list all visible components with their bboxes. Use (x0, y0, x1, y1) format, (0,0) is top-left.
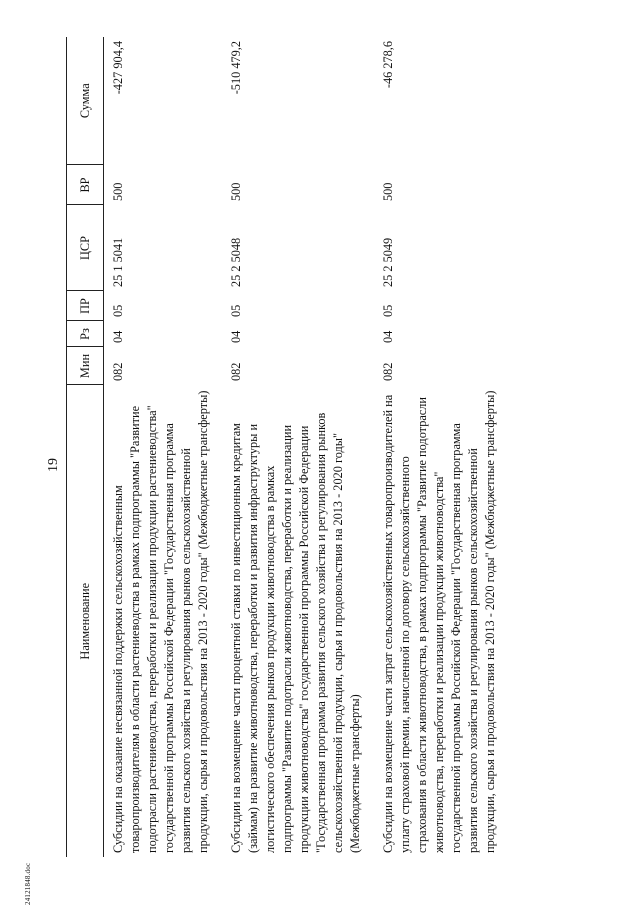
row-name: Субсидии на возмещение части затрат сельскохозяйственных товаропроизводителей на уплату страховой премии, начисленной по договору сельскохозяйственного страхования в области животноводства, в рамках подпрограммы "Развитие подотрасли животноводства, переработки и реализации продукции животноводства" государственной программы Российской Федерации "Государственная программа развития сельского хозяйства и регулирования рынков сельскохозяйственной продукции, сырья и продовольствия на 2013 - 2020 годы" (Межбюджетные трансферты) (381, 390, 497, 853)
row-sum: -427 904,4 (111, 41, 125, 95)
header-name: Наименование (67, 385, 104, 857)
row-section: 04 (111, 330, 125, 343)
header-section: Рз (67, 321, 104, 347)
budget-table (66, 37, 509, 857)
table-row (374, 37, 509, 857)
header-target-article: ЦСР (67, 205, 104, 291)
row-subsection: 05 (381, 304, 395, 317)
row-section: 04 (381, 330, 395, 343)
document-file-id: 24121848.doc (24, 862, 32, 905)
row-name: Субсидии на возмещение части процентной ставки по инвестиционным кредитам (займам) на развитие животноводства, переработки и развития инфраструктуры и логистического обеспечения рынков продукции животноводства в рамках подпрограммы "Развитие подотрасли животноводства, переработки и реализации продукции животноводства" государственной программы Российской Федерации "Государственная программа развития сельского хозяйства и регулирования рынков сельскохозяйственной продукции, сырья и продовольствия на 2013 - 2020 годы" (Межбюджетные трансферты) (229, 412, 362, 853)
row-target-article: 25 1 5041 (111, 237, 125, 287)
row-sum: -510 479,2 (229, 41, 243, 95)
row-ministry: 082 (111, 362, 125, 381)
row-sum: -46 278,6 (381, 41, 395, 89)
row-name: Субсидии на оказание несвязанной поддержки сельскохозяйственным товаропроизводителям в области растениеводства в рамках подпрограммы "Развитие подотрасли растениеводства, переработки и реализации продукции растениеводства" государственной программы Российской Федерации "Государственная программа развития сельского хозяйства и регулирования рынков сельскохозяйственной продукции, сырья и продовольствия на 2013 - 2020 годы" (Межбюджетные трансферты) (111, 390, 210, 853)
row-target-article: 25 2 5049 (381, 237, 395, 287)
row-expense-type: 500 (381, 182, 395, 201)
header-subsection: ПР (67, 291, 104, 321)
header-ministry: Мин (67, 347, 104, 385)
page-number: 19 (46, 458, 61, 472)
table-row (104, 37, 223, 857)
table-row (222, 37, 374, 857)
row-target-article: 25 2 5048 (229, 237, 243, 287)
header-sum: Сумма (67, 37, 104, 165)
row-ministry: 082 (229, 362, 243, 381)
row-subsection: 05 (111, 304, 125, 317)
row-ministry: 082 (381, 362, 395, 381)
row-section: 04 (229, 330, 243, 343)
row-subsection: 05 (229, 304, 243, 317)
row-expense-type: 500 (229, 182, 243, 201)
row-expense-type: 500 (111, 182, 125, 201)
header-expense-type: ВР (67, 165, 104, 205)
table-header-row (67, 37, 104, 857)
